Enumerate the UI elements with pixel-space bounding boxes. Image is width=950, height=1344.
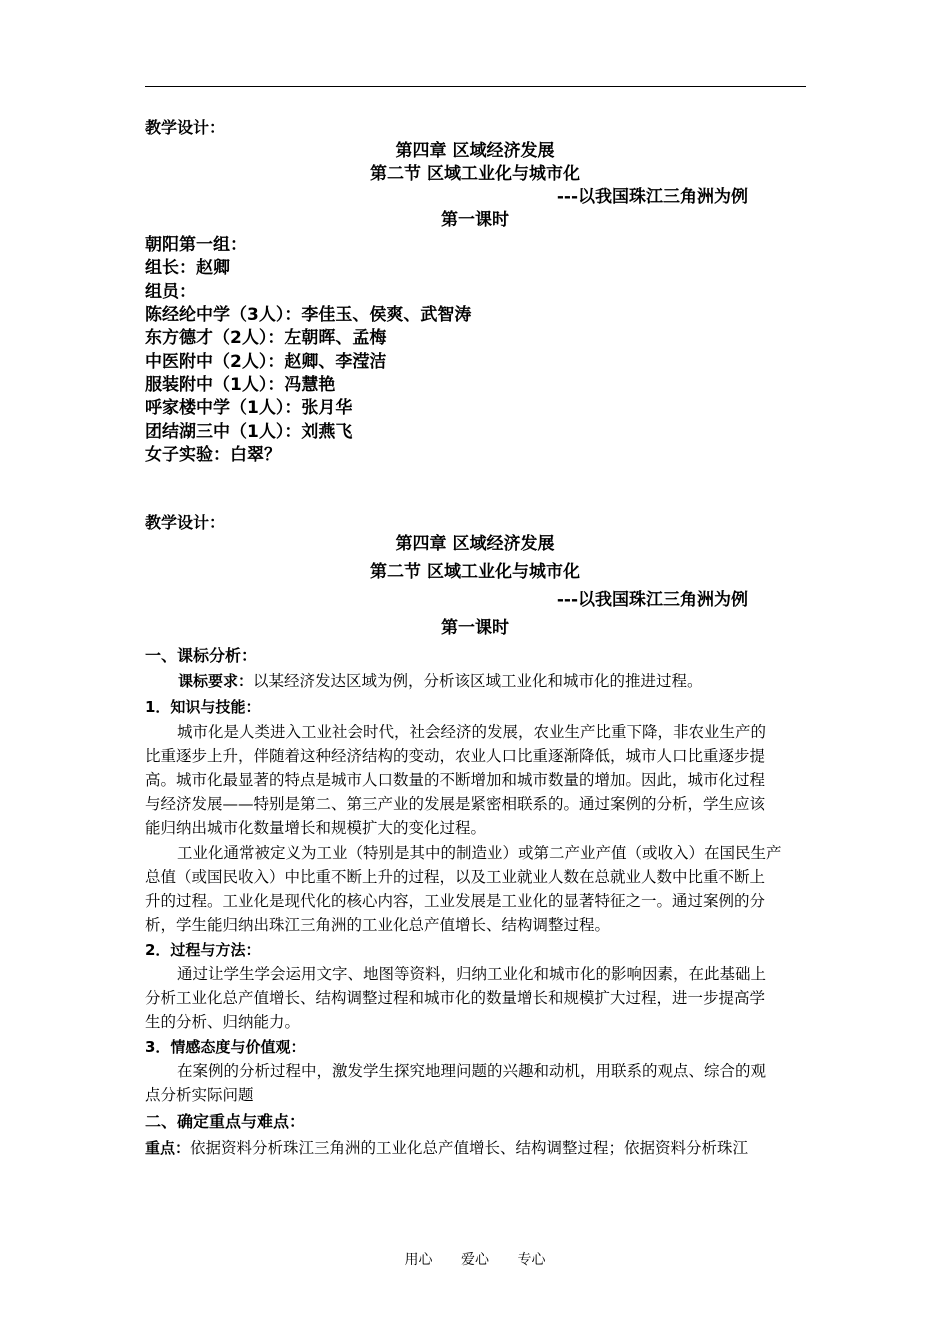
chapter-title: 第四章 区域经济发展 xyxy=(395,141,555,161)
key-text: 依据资料分析珠江三角洲的工业化总产值增长、结构调整过程；依据资料分析珠江 xyxy=(190,1139,749,1157)
key-label: 重点： xyxy=(145,1139,191,1157)
page-footer xyxy=(0,1249,950,1269)
group-leader: 组长：赵卿 xyxy=(145,258,230,278)
attitude-heading: 3．情感态度与价值观： xyxy=(145,1038,306,1056)
design-label: 教学设计： xyxy=(145,118,226,137)
footer-item: 专心 xyxy=(517,1252,546,1268)
member-line: 陈经纶中学（3人）：李佳玉、侯爽、武智涛 xyxy=(145,305,472,325)
paragraph-line: 生的分析、归纳能力。 xyxy=(145,1013,301,1031)
paragraph-line: 分析工业化总产值增长、结构调整过程和城市化的数量增长和规模扩大过程，进一步提高学 xyxy=(145,989,766,1007)
paragraph-line: 比重逐步上升，伴随着这种经济结构的变动，农业人口比重逐渐降低，城市人口比重逐步提 xyxy=(145,747,766,765)
lesson-title-2: 第一课时 xyxy=(441,618,509,638)
member-line: 女子实验：白翠？ xyxy=(145,445,281,465)
member-line: 东方德才（2人）：左朝晖、孟梅 xyxy=(145,328,387,348)
knowledge-heading: 1．知识与技能： xyxy=(145,698,261,716)
paragraph-line: 高。城市化最显著的特点是城市人口数量的不断增加和城市数量的增加。因此，城市化过程 xyxy=(145,771,766,789)
method-heading: 2．过程与方法： xyxy=(145,941,261,959)
header-rule xyxy=(145,86,806,87)
paragraph-line: 析，学生能归纳出珠江三角洲的工业化总产值增长、结构调整过程。 xyxy=(145,916,611,934)
paragraph-line: 点分析实际问题 xyxy=(145,1086,254,1104)
footer-item: 用心 xyxy=(404,1252,433,1268)
requirement-label: 课标要求： xyxy=(178,672,254,690)
curriculum-requirement xyxy=(178,674,703,690)
paragraph-line: 总值（或国民收入）中比重不断上升的过程，以及工业就业人数在总就业人数中比重不断上 xyxy=(145,868,766,886)
paragraph-line: 在案例的分析过程中，激发学生探究地理问题的兴趣和动机，用联系的观点、综合的观 xyxy=(177,1062,767,1080)
paragraph-line: 升的过程。工业化是现代化的核心内容，工业发展是工业化的显著特征之一。通过案例的分 xyxy=(145,892,766,910)
members-label: 组员： xyxy=(145,282,196,302)
section-heading-focus: 二、确定重点与难点： xyxy=(145,1112,306,1131)
section-title-2: 第二节 区域工业化与城市化 xyxy=(370,562,580,582)
chapter-title-2: 第四章 区域经济发展 xyxy=(395,534,555,554)
member-line: 服装附中（1人）：冯慧艳 xyxy=(145,375,336,395)
paragraph-line: 通过让学生学会运用文字、地图等资料，归纳工业化和城市化的影响因素，在此基础上 xyxy=(177,965,767,983)
lesson-title: 第一课时 xyxy=(441,210,509,230)
member-line: 团结湖三中（1人）：刘燕飞 xyxy=(145,422,353,442)
key-points-line xyxy=(145,1141,748,1157)
subtitle-2: ---以我国珠江三角洲为例 xyxy=(556,590,748,610)
subtitle: ---以我国珠江三角洲为例 xyxy=(556,187,748,207)
member-line: 呼家楼中学（1人）：张月华 xyxy=(145,398,353,418)
member-line: 中医附中（2人）：赵卿、李滢洁 xyxy=(145,352,387,372)
paragraph-line: 城市化是人类进入工业社会时代，社会经济的发展，农业生产比重下降，非农业生产的 xyxy=(177,723,767,741)
requirement-text: 以某经济发达区域为例，分析该区域工业化和城市化的推进过程。 xyxy=(253,672,703,690)
paragraph-line: 与经济发展——特别是第二、第三产业的发展是紧密相联系的。通过案例的分析，学生应该 xyxy=(145,795,766,813)
section-title: 第二节 区域工业化与城市化 xyxy=(370,164,580,184)
paragraph-line: 能归纳出城市化数量增长和规模扩大的变化过程。 xyxy=(145,819,487,837)
group-name: 朝阳第一组： xyxy=(145,235,247,255)
footer-item: 爱心 xyxy=(461,1252,489,1268)
paragraph-line: 工业化通常被定义为工业（特别是其中的制造业）或第二产业产值（或收入）在国民生产 xyxy=(177,844,782,862)
section-heading-standards: 一、课标分析： xyxy=(145,646,258,665)
design-label-2: 教学设计： xyxy=(145,513,226,532)
